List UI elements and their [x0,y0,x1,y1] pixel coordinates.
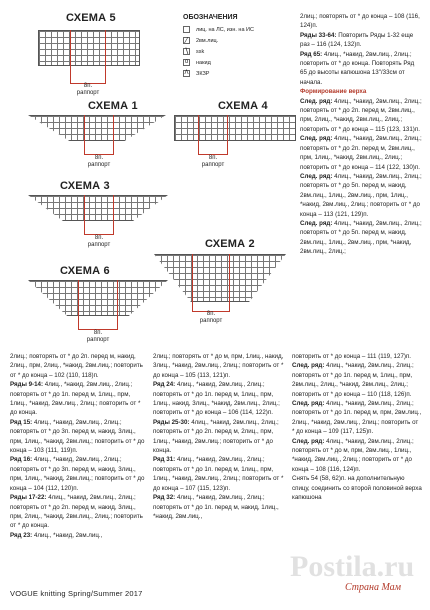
scheme-3-repeat-label: раппорт [87,242,111,248]
instructions-column-3 [300,12,422,257]
scheme-4 [170,100,300,178]
legend-item-k2tog: ⁄ 2вм.лиц. [183,35,278,46]
paragraph: Ряды 33-64: Повторить Ряды 1-32 еще раз – 116 (124, 132)п. [300,31,414,49]
scheme-2-repeat-label: раппорт [199,318,223,324]
sk2p-symbol-icon: Λ [184,70,189,76]
scheme-5-title: СХЕМА 5 [66,12,116,24]
legend-item-knit: лиц. на ЛС, изн. на ИС [183,24,278,35]
instructions-column-3-bottom [292,352,422,503]
paragraph: Ряд 23: 4лиц., *накид, 2вм.лиц., [10,531,103,539]
section-heading: Формирование верха [300,88,367,96]
magazine-footer: VOGUE knitting Spring/Summer 2017 [10,589,143,598]
paragraph: Ряды 25-30: 4лиц., *накид, 2вм.лиц., 2лиц.; повторять от * до 2п. перед м, 2лиц., прм, 1лиц., *накид, 2вм.лиц.; повторить от * до конца. [153,418,279,455]
scheme-6-repeat-bracket [78,280,118,330]
paragraph: Ряды 17-22: 4лиц., *накид, 2вм.лиц., 2лиц.; повторять от * до 2п. перед м, накид, 3лиц., прм, 2лиц., *накид, 2вм.лиц., 2лиц.; повторить от * до конца. [10,494,143,530]
paragraph: Ряд 24: 4лиц., *накид, 2вм.лиц., 2лиц.; повторять от * до 1п. перед м, 1лиц., прм, 1лиц., накид, 3лиц., *накид, 2вм.лиц., 2лиц.; повторить от * до конца – 106 (114, 122)п. [153,381,280,417]
paragraph: След. ряд: 4лиц., *накид, 2вм.лиц., 2лиц.; повторять от * до 5п. перед м, накид, 2вм.лиц., 1лиц., 2вм.лиц., прм, *накид, 2вм.лиц., 2лиц.; [300,219,422,256]
watermark-subtitle: Страна Мам [345,582,402,593]
legend-item-yarnover: o накид [184,59,211,66]
scheme-3-repeat-count: 8п. [94,235,104,241]
paragraph: Ряды 9-14: 4лиц., *накид, 2вм.лиц., 2лиц.; повторять от * до 1п. перед м, 1лиц., прм, 1лиц., *накид, 2вм.лиц., 2лиц.; повторить от * до конца. [10,381,141,417]
paragraph: Ряд 15: 4лиц., *накид, 2вм.лиц., 2лиц.; повторять от * до 3п. перед м, накид, 3лиц., прм, 1лиц., *накид, 2вм.лиц.; повторить от * до конца – 103 (111, 119)п. [10,418,145,455]
scheme-5-repeat-bracket [70,30,106,84]
scheme-3-repeat-bracket [84,195,114,235]
paragraph: След. ряд: 4лиц., *накид, 2вм.лиц., 2лиц.; повторять от * до 5п. перед м, накид, 2вм.лиц., 1лиц., 2вм.лиц., прм, 1лиц., *накид, 2вм.лиц., 2лиц.; повторить от * до конца – 113 (121, 129)п. [300,172,422,218]
scheme-4-repeat-label: раппорт [201,162,225,168]
scheme-5-repeat-label: раппорт [76,90,100,96]
paragraph: 2лиц.; повторять от * до м, прм, 1лиц., накид, 3лиц., *накид, 2вм.лиц., 2лиц.; повторить от * до конца – 105 (113, 121)п. [153,353,284,379]
watermark [290,550,425,600]
legend-title: ОБОЗНАЧЕНИЯ [183,14,238,21]
scheme-4-chart [174,115,296,141]
scheme-1-title: СХЕМА 1 [88,100,138,112]
paragraph: Ряд 65: 4лиц., *накид, 2вм.лиц., 2лиц.; повторить от * до конца. Повторять Ряд 65 до высоты капюшона 13"/33см от начала. [300,50,415,86]
paragraph: След. ряд: 4лиц., *накид, 2вм.лиц., 2лиц.; повторять от * до м, прм, 2вм.лиц., 1лиц., *накид, 2вм.лиц., 2лиц.; повторить от * до конца – 108 (116, 124)п. [292,437,414,473]
instructions-column-1 [10,352,148,540]
scheme-2-title: СХЕМА 2 [205,238,255,250]
scheme-6-repeat-count: 8п. [93,330,103,336]
scheme-5 [30,12,150,107]
yarnover-symbol-icon: o [184,59,189,65]
paragraph: След. ряд: 4лиц., *накид, 2вм.лиц., 2лиц.; повторять от * до 1п. перед м, прм, 2вм.лиц., 2лиц., *накид, 2вм.лиц., 2лиц.; повторить от * до конца – 109 (117, 125)п. [292,400,422,436]
legend-item-sk2p: Λ ЗКЗР [184,70,210,77]
legend-item-ssk: ∖ ssk [184,47,205,56]
scheme-4-repeat-count: 8п. [208,155,218,161]
scheme-6-repeat-label: раппорт [86,337,110,343]
paragraph: Ряд 31: 4лиц., *накид, 2вм.лиц., 2лиц.; повторять от * до 1п. перед м, 1лиц., прм, 1лиц., *накид, 2вм.лиц., 2лиц.; повторить от * до конца – 107 (115, 123)п. [153,456,284,492]
ssk-symbol-icon: ∖ [184,47,190,56]
instructions-column-2 [153,352,288,521]
scheme-2-repeat-bracket [192,254,230,312]
knit-symbol-icon [183,26,190,33]
paragraph: Ряд 16: 4лиц., *накид, 2вм.лиц., 2лиц.; повторять от * до 3п. перед м, накид, 3лиц., прм, 1лиц., *накид, 2вм.лиц.; повторить от * до конца – 104 (112, 120)п. [10,456,145,492]
scheme-5-repeat-count: 8п. [83,83,93,89]
scheme-1-repeat-count: 8п. [94,155,104,161]
paragraph: Снять 54 (58, 62)п. на дополнительную спицу, соединить со второй половиной верха капюшона [292,475,422,502]
paragraph: повторить от * до конца – 111 (119, 127)п. [292,353,412,360]
scheme-1 [22,100,170,178]
paragraph: След. ряд: 4лиц., *накид, 2вм.лиц., 2лиц.; повторять от * до 2п. перед м, 2вм.лиц., прм, 1лиц., *накид, 2вм.лиц., 2лиц.; повторить от * до конца – 114 (122, 130)п. [300,135,422,171]
paragraph: След. ряд: 4лиц., *накид, 2вм.лиц., 2лиц.; повторять от * до 1п. перед м, 1лиц., прм, 2вм.лиц., 2лиц., *накид, 2вм.лиц., 2лиц.; повторить от * до конца – 110 (118, 126)п. [292,362,414,398]
scheme-6 [22,265,172,345]
paragraph: 2лиц.; повторять от * до 2п. перед м, накид, 2лиц., прм, 2лиц., *накид, 2вм.лиц.; повторить от * до конца – 102 (110, 118)п. [10,353,143,379]
paragraph: Ряд 32: 4лиц., *накид, 2вм.лиц., 2лиц.; повторять от * до 1п. перед м, накид, 1лиц., *накид, 2вм.лиц., [153,494,279,520]
scheme-1-repeat-label: раппорт [87,162,111,168]
scheme-4-repeat-bracket [198,115,228,155]
paragraph: 2лиц.; повторять от * до конца – 108 (116, 124)п. [300,13,420,30]
paragraph: След. ряд: 4лиц., *накид, 2вм.лиц., 2лиц.; повторять от * до 2п. перед м, 2вм.лиц., прм, 2лиц., *накид, 2вм.лиц., 2лиц.; повторить от * до конца – 115 (123, 131)п. [300,97,422,133]
legend [183,14,278,79]
k2tog-symbol-icon: ⁄ [183,37,190,44]
scheme-2-repeat-count: 8п. [206,311,216,317]
scheme-1-repeat-bracket [84,115,114,155]
scheme-4-title: СХЕМА 4 [218,100,268,112]
watermark-logo: Postila.ru [290,550,415,583]
scheme-6-title: СХЕМА 6 [60,265,110,277]
scheme-3-title: СХЕМА 3 [60,180,110,192]
